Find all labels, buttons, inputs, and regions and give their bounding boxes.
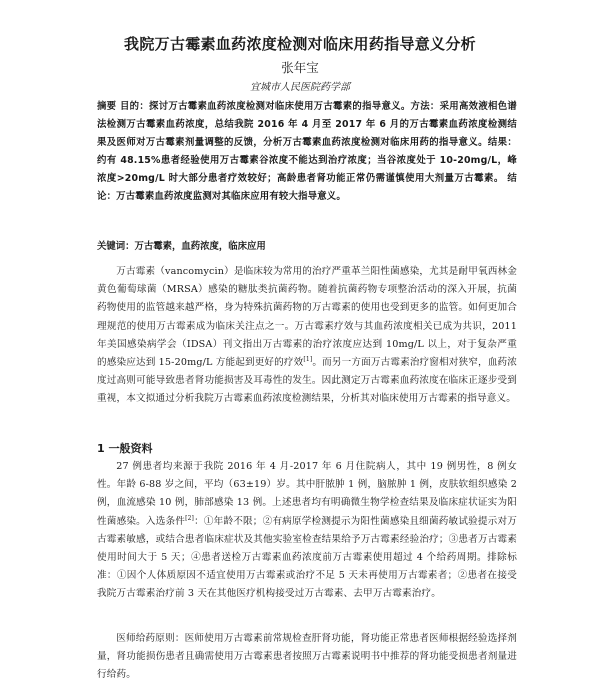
- abstract-text: 目的：探讨万古霉素血药浓度检测对临床使用万古霉素的指导意义。方法：采用高效液相色谱法检测万古霉素血药浓度，总结我院 2016 年 4 月至 2017 年 6 月的万古霉素血药浓度检测结果及医师对万古霉素剂量调整的反馈，分析万古霉素血药浓度检测对临床用药的指导意义。结果：约有 48.15%患者经验使用万古霉素谷浓度不能达到治疗浓度；当谷浓度处于 10-20mg/L，峰浓度>20mg/L 时大部分患者疗效较好；高龄患者肾功能正常仍需谨慎使用大剂量万古霉素。 结论：万古霉素血药浓度监测对其临床应用有较大指导意义。: [97, 101, 517, 202]
- general-data-text-a: 27 例患者均来源于我院 2016 年 4 月-2017 年 6 月住院病人，其中 19 例男性，8 例女性。年龄 6-88 岁之间，平均（63±19）岁。其中肝脓肿 1 例，脑脓肿 1 例，皮肤软组织感染 2 例，血流感染 10 例，肺部感染 13 例。上述患者均有明确微生物学检查结果及临床症状证实为阳性菌感染。入选条件: [97, 461, 517, 527]
- abstract: [97, 98, 517, 206]
- paper-title: 我院万古霉素血药浓度检测对临床用药指导意义分析: [124, 35, 476, 53]
- intro-text-a: 万古霉素（vancomycin）是临床较为常用的治疗严重革兰阳性菌感染，尤其是耐甲氧西林金黄色葡萄球菌（MRSA）感染的糖肽类抗菌药物。随着抗菌药物专项整治活动的深入开展，抗菌药物使用的监管越来越严格，身为特殊抗菌药物的万古霉素的使用也受到更多的监管。如何更加合理规范的使用万古霉素成为临床关注点之一。万古霉素疗效与其血药浓度相关已成为共识，2011 年美国感染病学会（IDSA）刊文指出万古霉素的治疗浓度应达到 10mg/L 以上，对于复杂严重的感染应达到 15-20mg/L 方能起到更好的疗效: [97, 266, 517, 369]
- intro-text-b: 。而另一方面万古霉素治疗窗相对狭窄，血药浓度过高则可能导致患者肾功能损害及耳毒性的发生。因此测定万古霉素血药浓度在临床正逐步受到重视，本文拟通过分析我院万古霉素血药浓度检测结果，分析其对临床使用万古霉素的指导意义。: [97, 357, 518, 405]
- author-name: 张年宝: [281, 60, 319, 75]
- general-data-paragraph: [97, 458, 517, 604]
- keywords-label: 关键词：: [97, 241, 135, 252]
- intro-paragraph: [97, 263, 517, 409]
- author-affiliation: 宜城市人民医院药学部: [250, 82, 350, 93]
- keywords: [97, 238, 517, 256]
- intro-reference: [1]: [303, 355, 313, 363]
- general-data-reference: [2]: [185, 514, 195, 522]
- general-data-text-b: ：①年龄不限；②有病原学检测提示为阳性菌感染且细菌药敏试验提示对万古霉素敏感，或结合患者临床症状及其他实验室检查结果给予万古霉素经验治疗；③患者万古霉素使用时间大于 5 天；④患者送检万古霉素血药浓度前万古霉素使用超过 4 个给药周期。排除标准：①因个人体质原因不适宜使用万古霉素或治疗不足 5 天未再使用万古霉素者；②患者在接受我院万古霉素治疗前 3 天在其他医疗机构接受过万古霉素、去甲万古霉素治疗。: [97, 515, 518, 600]
- dosing-principle-paragraph: 医师给药原则：医师使用万古霉素前常规检查肝肾功能，肾功能正常患者医师根据经验选择剂量，肾功能损伤患者且确需使用万古霉素患者按照万古霉素说明书中推荐的肾功能受损患者剂量进行给药。: [97, 633, 517, 681]
- keywords-text: 万古霉素，血药浓度，临床应用: [134, 241, 266, 252]
- abstract-label: 摘要: [97, 101, 117, 112]
- section-heading: 1 一般资料: [97, 442, 153, 455]
